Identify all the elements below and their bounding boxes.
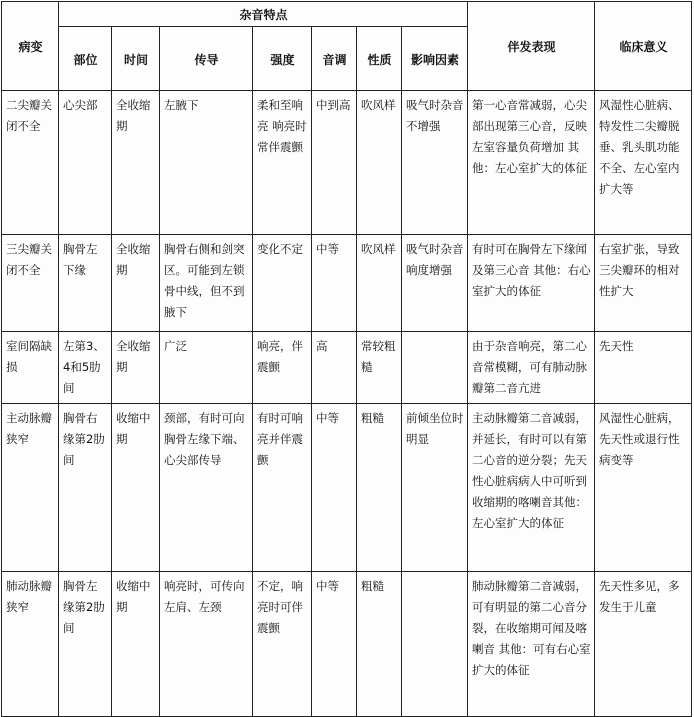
table-row (2, 332, 692, 404)
cell-factors: 前倾坐位时明显 (402, 404, 468, 572)
cell-lesion: 室间隔缺损 (2, 332, 59, 404)
cell-quality: 吹风样 (357, 235, 402, 332)
header-location-label: 部位 (73, 52, 98, 67)
table-row (2, 572, 692, 717)
header-radiation (160, 27, 253, 91)
cell-radiation: 广泛 (160, 332, 253, 404)
header-factors (402, 27, 468, 91)
cell-location: 胸骨右缘第2肋间 (59, 404, 112, 572)
cell-significance: 先天性 (595, 332, 692, 404)
header-location (59, 27, 112, 91)
cell-location: 左第3、4和5肋间 (59, 332, 112, 404)
cell-intensity: 柔和至响亮 响亮时常伴震颤 (253, 91, 312, 235)
header-intensity (253, 27, 312, 91)
cell-accompanying: 肺动脉瓣第二音减弱，可有明显的第二心音分裂，在收缩期可闻及喀喇音 其他：可有右心室扩大的体征 (468, 572, 595, 717)
cell-lesion: 肺动脉瓣狭窄 (2, 572, 59, 717)
cell-factors (402, 572, 468, 717)
cell-accompanying: 有时可在胸骨左下缘闻及第三心音 其他：右心室扩大的体征 (468, 235, 595, 332)
header-intensity-label: 强度 (270, 52, 295, 67)
cell-factors: 吸气时杂音不增强 (402, 91, 468, 235)
cell-location: 胸骨左缘第2肋间 (59, 572, 112, 717)
cell-lesion: 二尖瓣关闭不全 (2, 91, 59, 235)
cell-accompanying: 主动脉瓣第二音减弱，并延长，有时可以有第二心音的逆分裂；先天性心脏病病人中可听到收缩期的喀喇音其他：左心室扩大的体征 (468, 404, 595, 572)
cell-quality: 吹风样 (357, 91, 402, 235)
cell-intensity: 响亮，伴震颤 (253, 332, 312, 404)
table-row (2, 235, 692, 332)
cell-significance: 先天性多见，多发生于儿童 (595, 572, 692, 717)
murmur-comparison-table (1, 1, 692, 717)
cell-significance: 风湿性心脏病、特发性二尖瓣脱垂、乳头肌功能不全、左心室内扩大等 (595, 91, 692, 235)
cell-quality: 粗糙 (357, 572, 402, 717)
cell-factors (402, 332, 468, 404)
cell-pitch: 中到高 (312, 91, 357, 235)
cell-timing: 收缩中期 (112, 572, 160, 717)
header-accompanying (468, 2, 595, 91)
table-body (2, 91, 692, 717)
header-quality (357, 27, 402, 91)
cell-pitch: 高 (312, 332, 357, 404)
header-significance (595, 2, 692, 91)
cell-lesion: 主动脉瓣狭窄 (2, 404, 59, 572)
cell-accompanying: 第一心音常减弱，心尖部出现第三心音，反映左室容量负荷增加 其他：左心室扩大的体征 (468, 91, 595, 235)
table-row (2, 91, 692, 235)
cell-location: 心尖部 (59, 91, 112, 235)
cell-location: 胸骨左下缘 (59, 235, 112, 332)
cell-pitch: 中等 (312, 572, 357, 717)
header-lesion (2, 2, 59, 91)
cell-significance: 风湿性心脏病，先天性或退行性病变等 (595, 404, 692, 572)
cell-radiation: 响亮时，可传向左肩、左颈 (160, 572, 253, 717)
header-significance-label: 临床意义 (619, 40, 668, 54)
cell-radiation: 左腋下 (160, 91, 253, 235)
header-timing (112, 27, 160, 91)
cell-pitch: 中等 (312, 404, 357, 572)
cell-quality: 常较粗糙 (357, 332, 402, 404)
cell-radiation: 颈部，有时可向胸骨左缘下端、心尖部传导 (160, 404, 253, 572)
table-header (2, 2, 692, 91)
cell-timing: 全收缩期 (112, 332, 160, 404)
cell-factors: 吸气时杂音响度增强 (402, 235, 468, 332)
cell-pitch: 中等 (312, 235, 357, 332)
cell-quality: 粗糙 (357, 404, 402, 572)
table-row (2, 404, 692, 572)
cell-significance: 右室扩张，导致三尖瓣环的相对性扩大 (595, 235, 692, 332)
cell-timing: 收缩中期 (112, 404, 160, 572)
header-murmur-features-label: 杂音特点 (239, 8, 288, 22)
header-lesion-label: 病变 (18, 40, 43, 54)
cell-radiation: 胸骨右侧和剑突区。可能到左锁骨中线，但不到腋下 (160, 235, 253, 332)
cell-timing: 全收缩期 (112, 91, 160, 235)
cell-intensity: 变化不定 (253, 235, 312, 332)
header-quality-label: 性质 (367, 52, 392, 67)
header-murmur-features (59, 2, 468, 27)
header-timing-label: 时间 (123, 52, 148, 67)
header-accompanying-label: 伴发表现 (507, 40, 556, 54)
cell-intensity: 不定，响亮时可伴震颤 (253, 572, 312, 717)
header-radiation-label: 传导 (194, 52, 219, 67)
header-pitch (312, 27, 357, 91)
header-pitch-label: 音调 (322, 52, 347, 67)
header-factors-label: 影响因素 (411, 52, 460, 67)
cell-lesion: 三尖瓣关闭不全 (2, 235, 59, 332)
cell-intensity: 有时可响亮并伴震颤 (253, 404, 312, 572)
cell-accompanying: 由于杂音响亮，第二心音常模糊，可有肺动脉瓣第二音亢进 (468, 332, 595, 404)
cell-timing: 全收缩期 (112, 235, 160, 332)
